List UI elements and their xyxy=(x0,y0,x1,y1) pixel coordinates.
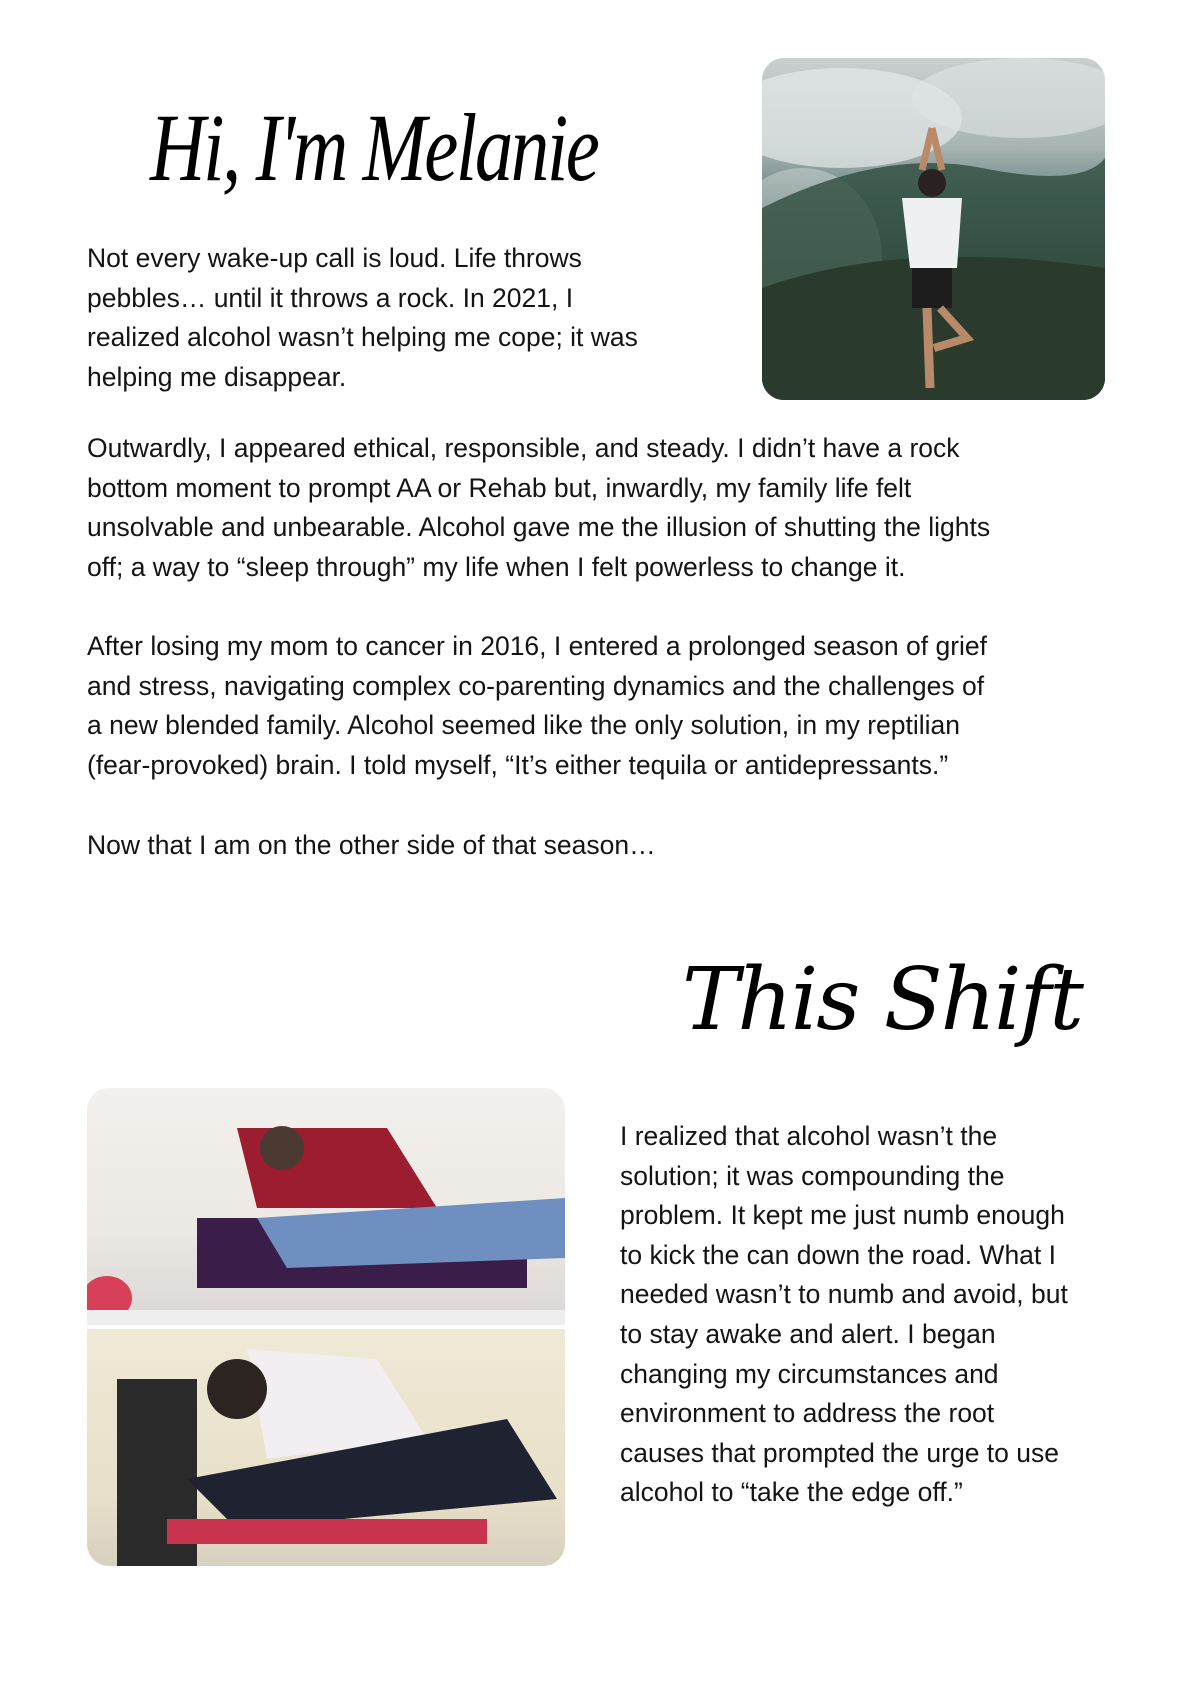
text-line: bottom moment to prompt AA or Rehab but, inwardly, my family life felt xyxy=(87,472,912,503)
stretch-photo-bottom xyxy=(87,1329,565,1566)
intro-paragraph-2 xyxy=(87,429,990,587)
text-line: to stay awake and alert. I began xyxy=(620,1318,996,1349)
stretch-figure-top xyxy=(87,1088,565,1325)
yoga-figure-illustration xyxy=(762,58,1105,400)
text-line: I realized that alcohol wasn’t the xyxy=(620,1121,998,1151)
stretch-figure-bottom xyxy=(87,1329,565,1566)
text-line: Now that I am on the other side of that season… xyxy=(87,830,656,860)
text-line: alcohol to “take the edge off.” xyxy=(620,1477,963,1508)
intro-paragraph-1 xyxy=(87,239,638,397)
text-line: unsolvable and unbearable. Alcohol gave me the illusion of shutting the lights xyxy=(87,512,991,543)
text-line: Outwardly, I appeared ethical, responsible, and steady. I didn’t have a rock xyxy=(87,433,960,463)
text-line: realized alcohol wasn’t helping me cope; it was xyxy=(87,322,638,353)
mountain-yoga-photo xyxy=(762,58,1105,400)
stretching-collage-photo xyxy=(87,1088,565,1566)
intro-paragraph-4 xyxy=(87,826,656,866)
shift-paragraph xyxy=(620,1117,1068,1513)
text-line: After losing my mom to cancer in 2016, I entered a prolonged season of grief xyxy=(87,631,988,661)
text-line: a new blended family. Alcohol seemed like the only solution, in my reptilian xyxy=(87,710,961,741)
text-line: causes that prompted the urge to use xyxy=(620,1437,1059,1468)
text-line: pebbles… until it throws a rock. In 2021, I xyxy=(87,282,574,313)
text-line: problem. It kept me just numb enough xyxy=(620,1200,1065,1231)
intro-title: Hi, I'm Melanie xyxy=(150,94,598,201)
shift-title: This Shift xyxy=(682,950,1082,1050)
text-line: changing my circumstances and xyxy=(620,1358,999,1389)
text-line: environment to address the root xyxy=(620,1398,995,1429)
text-line: and stress, navigating complex co-parenting dynamics and the challenges of xyxy=(87,670,985,701)
intro-paragraph-3 xyxy=(87,627,987,785)
text-line: Not every wake-up call is loud. Life throws xyxy=(87,243,582,273)
stretch-photo-top xyxy=(87,1088,565,1325)
text-line: to kick the can down the road. What I xyxy=(620,1239,1057,1270)
text-line: off; a way to “sleep through” my life when I felt powerless to change it. xyxy=(87,551,906,582)
text-line: helping me disappear. xyxy=(87,361,347,392)
text-line: needed wasn’t to numb and avoid, but xyxy=(620,1279,1068,1310)
text-line: solution; it was compounding the xyxy=(620,1160,1005,1191)
text-line: (fear-provoked) brain. I told myself, “It’s either tequila or antidepressants.” xyxy=(87,749,949,780)
